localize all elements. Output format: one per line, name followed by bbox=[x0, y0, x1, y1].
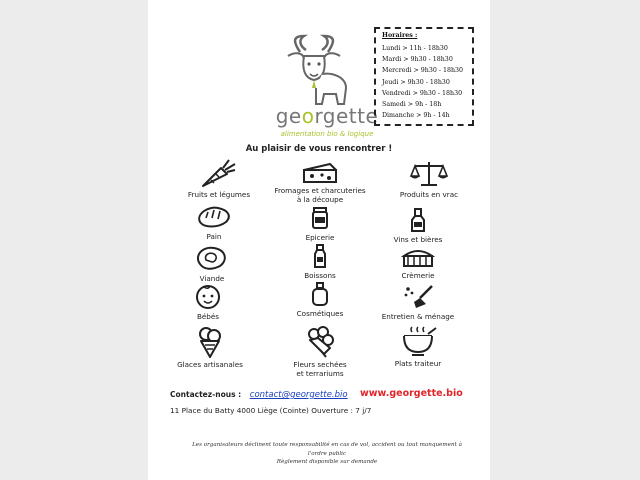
georgette-logo bbox=[268, 30, 388, 142]
category-label: Fruits et légumes bbox=[187, 190, 251, 199]
cleaning-brush-icon bbox=[398, 284, 438, 310]
brand-tagline: alimentation bio & logique bbox=[280, 130, 374, 138]
hours-day: Mardi > 9h30 - 18h30 bbox=[382, 56, 453, 64]
category-label: Vins et bières bbox=[393, 235, 443, 244]
bread-icon bbox=[194, 204, 234, 228]
scale-icon bbox=[409, 160, 449, 188]
hours-day: Vendredi > 9h30 - 18h30 bbox=[382, 89, 463, 97]
category-meat bbox=[152, 244, 272, 283]
category-dairy bbox=[358, 244, 478, 280]
cake-icon bbox=[398, 244, 438, 268]
category-label: Fleurs sechées bbox=[293, 360, 347, 369]
category-label: Viande bbox=[199, 274, 225, 283]
category-bread bbox=[154, 204, 274, 241]
category-wine bbox=[358, 208, 478, 244]
contact-label: Contactez-nous : bbox=[170, 390, 242, 399]
disclaimer-line: Les organisateurs déclinent toute responsabilité en cas de vol, accident ou tout manquement à bbox=[192, 442, 462, 448]
drink-bottle-icon bbox=[300, 244, 340, 268]
cosmetic-bottle-icon bbox=[300, 282, 340, 306]
category-label: Epicerie bbox=[305, 233, 335, 242]
ice-cream-icon bbox=[190, 326, 230, 358]
cheese-icon bbox=[300, 160, 340, 184]
category-label: Bébés bbox=[196, 312, 220, 321]
disclaimer-line: Règlement disponible sur demande bbox=[276, 459, 378, 465]
goat-icon bbox=[278, 34, 356, 106]
disclaimer bbox=[172, 441, 482, 467]
hours-day: Samedi > 9h - 18h bbox=[382, 100, 442, 108]
category-label: Cosmétiques bbox=[296, 309, 344, 318]
hours-title: Horaires : bbox=[382, 32, 418, 39]
hours-day: Lundi > 11h - 18h30 bbox=[382, 45, 448, 52]
category-cleaning bbox=[358, 284, 478, 321]
dish-icon bbox=[398, 326, 438, 358]
category-label: Fromages et charcuteries bbox=[274, 186, 366, 195]
store-address: 11 Place du Batty 4000 Liège (Cointe) Ouverture : 7 j/7 bbox=[170, 406, 372, 415]
flyer-page bbox=[148, 0, 490, 480]
bouquet-icon bbox=[300, 326, 340, 358]
hours-day: Dimanche > 9h - 14h bbox=[382, 112, 450, 120]
wine-bottle-icon bbox=[398, 208, 438, 232]
jar-icon bbox=[300, 206, 340, 230]
category-label: Crèmerie bbox=[401, 271, 435, 280]
category-label: Pain bbox=[206, 232, 222, 241]
disclaimer-line: l'ordre public bbox=[307, 450, 347, 457]
category-label: Produits en vrac bbox=[399, 190, 459, 199]
category-label: Entretien & ménage bbox=[381, 312, 455, 321]
brand-name: georgette bbox=[275, 104, 379, 128]
category-label: et terrariums bbox=[296, 369, 344, 378]
category-catering bbox=[358, 326, 478, 368]
category-label: à la découpe bbox=[296, 195, 344, 204]
category-label: Boissons bbox=[304, 271, 336, 280]
category-label: Plats traiteur bbox=[394, 359, 442, 368]
carrot-icon bbox=[199, 158, 239, 188]
page-headline: Au plaisir de vous rencontrer ! bbox=[245, 144, 393, 154]
category-label: Glaces artisanales bbox=[177, 360, 243, 369]
category-cheese bbox=[260, 160, 380, 204]
category-bulk bbox=[369, 160, 489, 199]
hours-day: Jeudi > 9h30 - 18h30 bbox=[382, 78, 450, 86]
website-link[interactable]: www.georgette.bio bbox=[360, 388, 463, 399]
contact-email-link[interactable]: contact@georgette.bio bbox=[249, 390, 348, 400]
category-ice-cream bbox=[150, 326, 270, 369]
contact-line bbox=[170, 390, 348, 400]
steak-icon bbox=[192, 244, 232, 270]
baby-icon bbox=[188, 284, 228, 310]
category-baby bbox=[148, 284, 268, 321]
opening-hours-box bbox=[374, 27, 474, 126]
hours-day: Mercredi > 9h30 - 18h30 bbox=[382, 67, 464, 75]
